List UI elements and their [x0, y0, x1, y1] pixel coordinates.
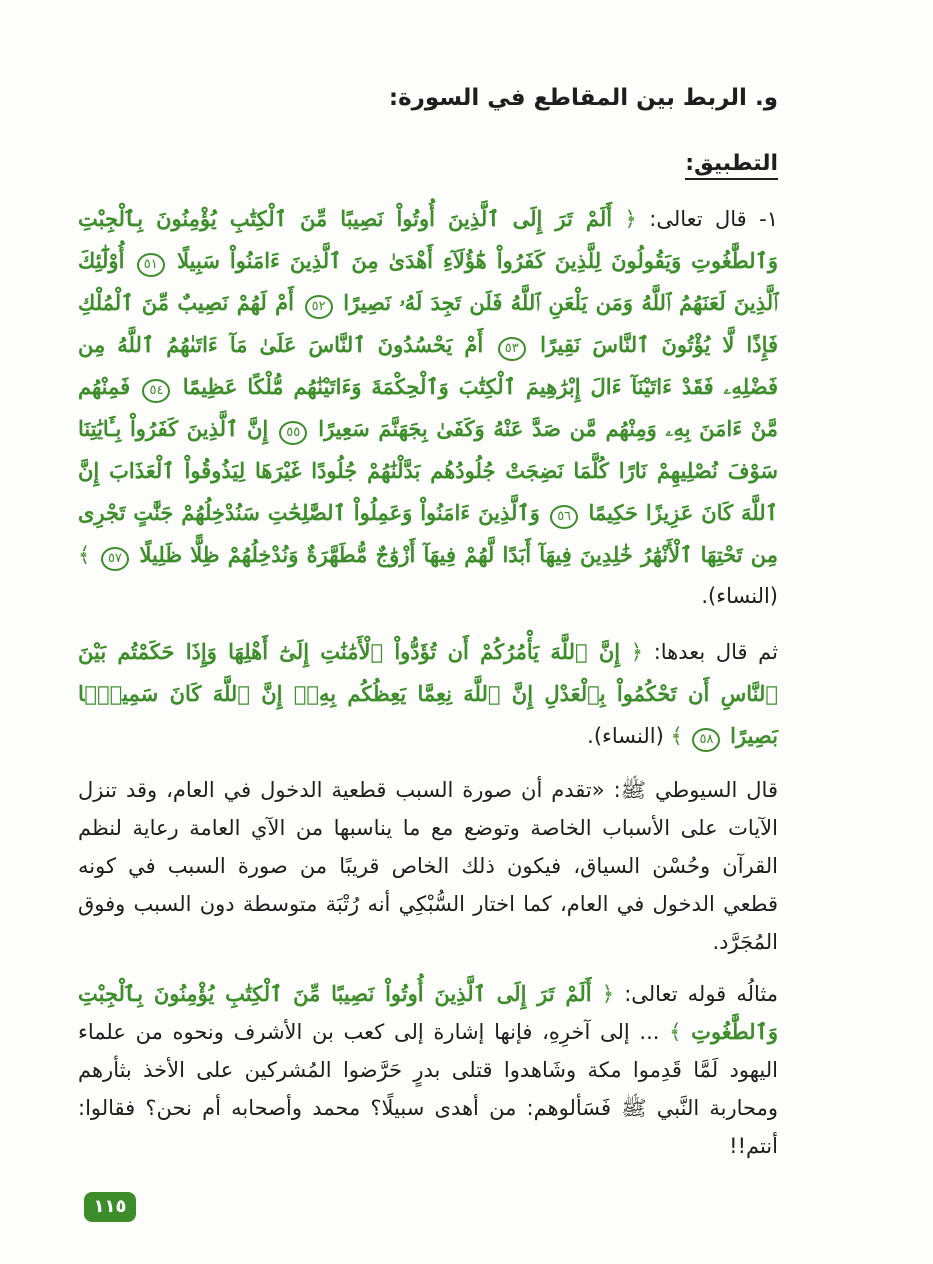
example-text: ... إلى آخرِهِ، فإنها إشارة إلى كعب بن الأشرف ونحوه من علماء اليهود لَمَّا قَدِموا مكة وشَاهدوا قتلى بدرٍ حَرَّضوا المُشركين على الأخذ بثأرهم ومحاربة النَّبي ﷺ فَسَألوهم: من أهدى سبيلًا؟ محمد وأصحابه أم نحن؟ فقالوا: أنتم!! [78, 1020, 778, 1158]
close-bracket: ﴾ [670, 724, 683, 748]
verse-number-55: ٥٥ [279, 421, 307, 445]
block1-intro: ١- قال تعالى: [649, 207, 778, 231]
verse-number-57: ٥٧ [101, 547, 129, 571]
verse-number-58: ٥٨ [692, 728, 720, 752]
section-heading: و. الربط بين المقاطع في السورة: [388, 85, 778, 111]
close-bracket: ﴾ [669, 1020, 682, 1044]
example-paragraph [78, 975, 778, 1165]
verse-53: أَمْ لَهُمْ نَصِيبٌ مِّنَ ٱلْمُلْكِ فَإِذًا لَّا يُؤْتُونَ ٱلنَّاسَ نَقِيرًا [78, 290, 779, 357]
page-body [78, 78, 778, 1179]
verse-number-52: ٥٢ [305, 295, 333, 319]
application-subheading-text: التطبيق: [685, 151, 778, 180]
verses-block-51-57 [78, 198, 778, 617]
verse-51: أَلَمْ تَرَ إِلَى ٱلَّذِينَ أُوتُواْ نَصِيبًا مِّنَ ٱلْكِتَٰبِ يُؤْمِنُونَ بِٱلْجِبْتِ وَٱلطَّٰغُوتِ وَيَقُولُونَ لِلَّذِينَ كَفَرُواْ هَٰٓؤُلَآءِ أَهْدَىٰ مِنَ ٱلَّذِينَ ءَامَنُواْ سَبِيلًا [78, 206, 779, 273]
example-verse: أَلَمْ تَرَ إِلَى ٱلَّذِينَ أُوتُواْ نَصِيبًا مِّنَ ٱلْكِتَٰبِ يُؤْمِنُونَ بِٱلْجِبْتِ وَٱلطَّٰغُوتِ [78, 981, 778, 1044]
open-bracket: ﴿ [624, 207, 637, 231]
verse-56: إِنَّ ٱلَّذِينَ كَفَرُواْ بِـَٔايَٰتِنَا سَوْفَ نُصْلِيهِمْ نَارًا كُلَّمَا نَضِجَتْ جُلُودُهُم بَدَّلْنَٰهُمْ جُلُودًا غَيْرَهَا لِيَذُوقُواْ ٱلْعَذَابَ إِنَّ ٱللَّهَ كَانَ عَزِيزًا حَكِيمًا [78, 416, 778, 525]
verse-number-53: ٥٣ [498, 337, 526, 361]
verse-block-58 [78, 631, 778, 757]
verse-55: فَمِنْهُم مَّنْ ءَامَنَ بِهِۦ وَمِنْهُم مَّن صَدَّ عَنْهُ وَكَفَىٰ بِجَهَنَّمَ سَعِيرًا [78, 374, 778, 441]
verse-54: أَمْ يَحْسُدُونَ ٱلنَّاسَ عَلَىٰ مَآ ءَاتَىٰهُمُ ٱللَّهُ مِن فَضْلِهِۦ فَقَدْ ءَاتَيْنَآ ءَالَ إِبْرَٰهِيمَ ٱلْكِتَٰبَ وَٱلْحِكْمَةَ وَءَاتَيْنَٰهُم مُّلْكًا عَظِيمًا [78, 332, 778, 399]
surah-reference: (النساء). [701, 584, 778, 608]
open-bracket: ﴿ [630, 640, 644, 664]
verse-57: وَٱلَّذِينَ ءَامَنُواْ وَعَمِلُواْ ٱلصَّٰلِحَٰتِ سَنُدْخِلُهُمْ جَنَّٰتٍ تَجْرِى مِن تَحْتِهَا ٱلْأَنْهَٰرُ خَٰلِدِينَ فِيهَآ أَبَدًا لَّهُمْ فِيهَآ أَزْوَٰجٌ مُّطَهَّرَةٌ وَنُدْخِلُهُمْ ظِلًّا ظَلِيلًا [78, 500, 778, 567]
block4-intro: مثالُه قوله تعالى: [624, 982, 778, 1006]
block2-intro: ثم قال بعدها: [653, 640, 778, 664]
verse-number-54: ٥٤ [142, 379, 170, 403]
verse-number-56: ٥٦ [550, 505, 578, 529]
open-bracket: ﴿ [601, 982, 615, 1006]
page-number-badge: ١١٥ [84, 1192, 136, 1222]
application-subheading [78, 144, 778, 184]
verse-number-51: ٥١ [137, 253, 165, 277]
suyuti-quote-paragraph: قال السيوطي ﷺ: «تقدم أن صورة السبب قطعية الدخول في العام، وقد تنزل الآيات على الأسباب الخاصة وتوضع مع ما يناسبها من الآي العامة رعاية لنظم القرآن وحُسْن السياق، فيكون ذلك الخاص قريبًا من صورة السبب في كونه قطعي الدخول في العام، كما اختار السُّبْكِي أنه رُتْبَة متوسطة دون السبب وفوق المُجَرَّد. [78, 778, 778, 954]
surah-reference: (النساء). [587, 724, 664, 748]
close-bracket: ﴾ [78, 543, 91, 567]
verse-58: إِنَّ ٱللَّهَ يَأْمُرُكُمْ أَن تُؤَدُّواْ ٱلْأَمَٰنَٰتِ إِلَىٰٓ أَهْلِهَا وَإِذَا حَكَمْتُم بَيْنَ ٱلنَّاسِ أَن تَحْكُمُواْ بِٱلْعَدْلِ إِنَّ ٱللَّهَ نِعِمَّا يَعِظُكُم بِهِۦٓ إِنَّ ٱللَّهَ كَانَ سَمِيعًۢا بَصِيرًا [78, 639, 778, 748]
verse-52: أُوْلَٰٓئِكَ ٱلَّذِينَ لَعَنَهُمُ ٱللَّهُ وَمَن يَلْعَنِ ٱللَّهُ فَلَن تَجِدَ لَهُۥ نَصِيرًا [78, 248, 778, 315]
